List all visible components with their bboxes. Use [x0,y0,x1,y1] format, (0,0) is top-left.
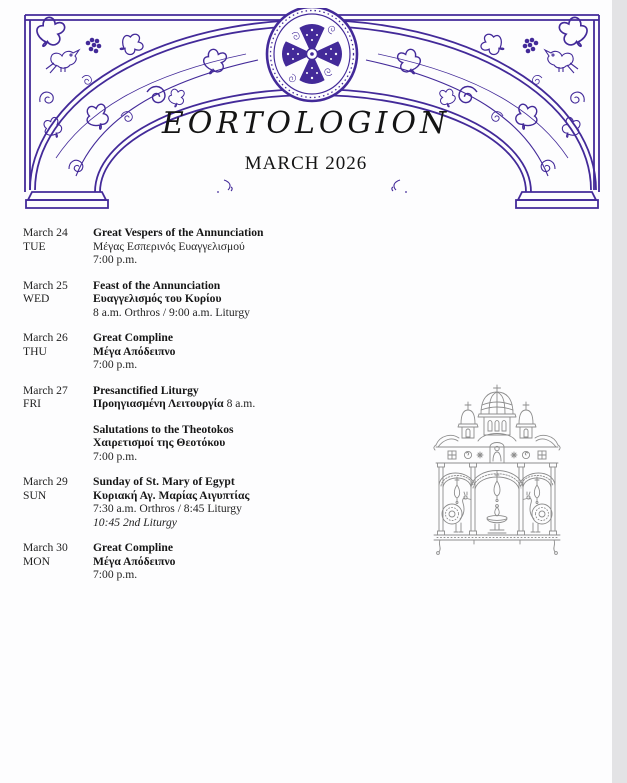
entry-title: Salutations to the Theotokos [93,422,234,436]
entry-day: WED [23,292,50,305]
entry-details [93,331,175,372]
arch-plinths [26,192,598,208]
entry-date: March 26 [23,331,68,344]
entry-greek: Μέγα Απόδειπνο [93,554,176,568]
entry-date-cell [23,541,93,582]
entry-details [93,541,175,582]
entry-date-cell [23,475,93,529]
entry-details [93,279,250,320]
entry-date: March 27 [23,383,68,397]
entry-date: March 29 [23,475,68,488]
entry-title: Presanctified Liturgy [93,383,199,397]
entry-greek: Μέγα Απόδειπνο [93,344,176,358]
entry-time: 7:00 p.m. [93,449,138,463]
calendar-entry [23,331,423,372]
entry-day: SUN [23,488,47,502]
entry-greek: Μέγας Εσπερινός Ευαγγελισμού [93,239,245,253]
page-title: EORTOLOGION [161,106,451,141]
entry-details [93,226,264,267]
entry-date-cell [23,279,93,320]
entry-date-cell [23,423,93,464]
calendar-entry [23,279,423,320]
calendar-entry [23,384,423,411]
entry-title: Great Compline [93,331,173,344]
calendar-entry [23,226,423,267]
entry-greek: Κυριακή Αγ. Μαρίας Αιγυπτίας [93,488,250,502]
entry-greek: Προηγιασμένη Λειτουργία [93,397,224,410]
cross-medallion-icon [267,8,357,101]
calendar-entry [23,475,423,529]
service-calendar [23,226,423,594]
calendar-entry [23,423,423,464]
fountain-icon [487,505,507,533]
entry-time: 7:00 p.m. [93,253,138,266]
entry-title: Sunday of St. Mary of Egypt [93,475,235,488]
entry-date-cell [23,226,93,267]
entry-day: FRI [23,397,42,410]
calendar-entry [23,541,423,582]
entry-details [93,423,234,464]
entry-day: THU [23,344,47,358]
entry-date-cell [23,331,93,372]
entry-details [93,475,249,529]
entry-date: March 30 [23,541,68,554]
entry-time: 7:00 p.m. [93,358,138,371]
entry-day: TUE [23,239,46,253]
entry-time: 8 a.m. Orthros / 9:00 a.m. Liturgy [93,305,250,319]
entry-greek: Ευαγγελισμός του Κυρίου [93,292,222,305]
church-shrine-illustration [428,383,566,555]
entry-date: March 24 [23,226,68,239]
entry-title: Great Vespers of the Annunciation [93,226,264,239]
entry-greek: Χαιρετισμοί της Θεοτόκου [93,436,226,449]
entry-title: Feast of the Annunciation [93,278,221,292]
entry-date: March 25 [23,278,68,292]
entry-title: Great Compline [93,541,173,554]
entry-date-cell [23,384,93,411]
page-subtitle: MARCH 2026 [244,153,368,174]
entry-time: 8 a.m. [226,397,256,410]
entry-time: 7:00 p.m. [93,568,138,581]
entry-greek-line [93,397,255,411]
entry-details [93,384,255,411]
entry-day: MON [23,554,51,568]
entry-time-secondary: 10:45 2nd Liturgy [93,515,177,529]
scrollbar-track[interactable] [612,0,627,783]
entry-time: 7:30 a.m. Orthros / 8:45 Liturgy [93,502,242,515]
